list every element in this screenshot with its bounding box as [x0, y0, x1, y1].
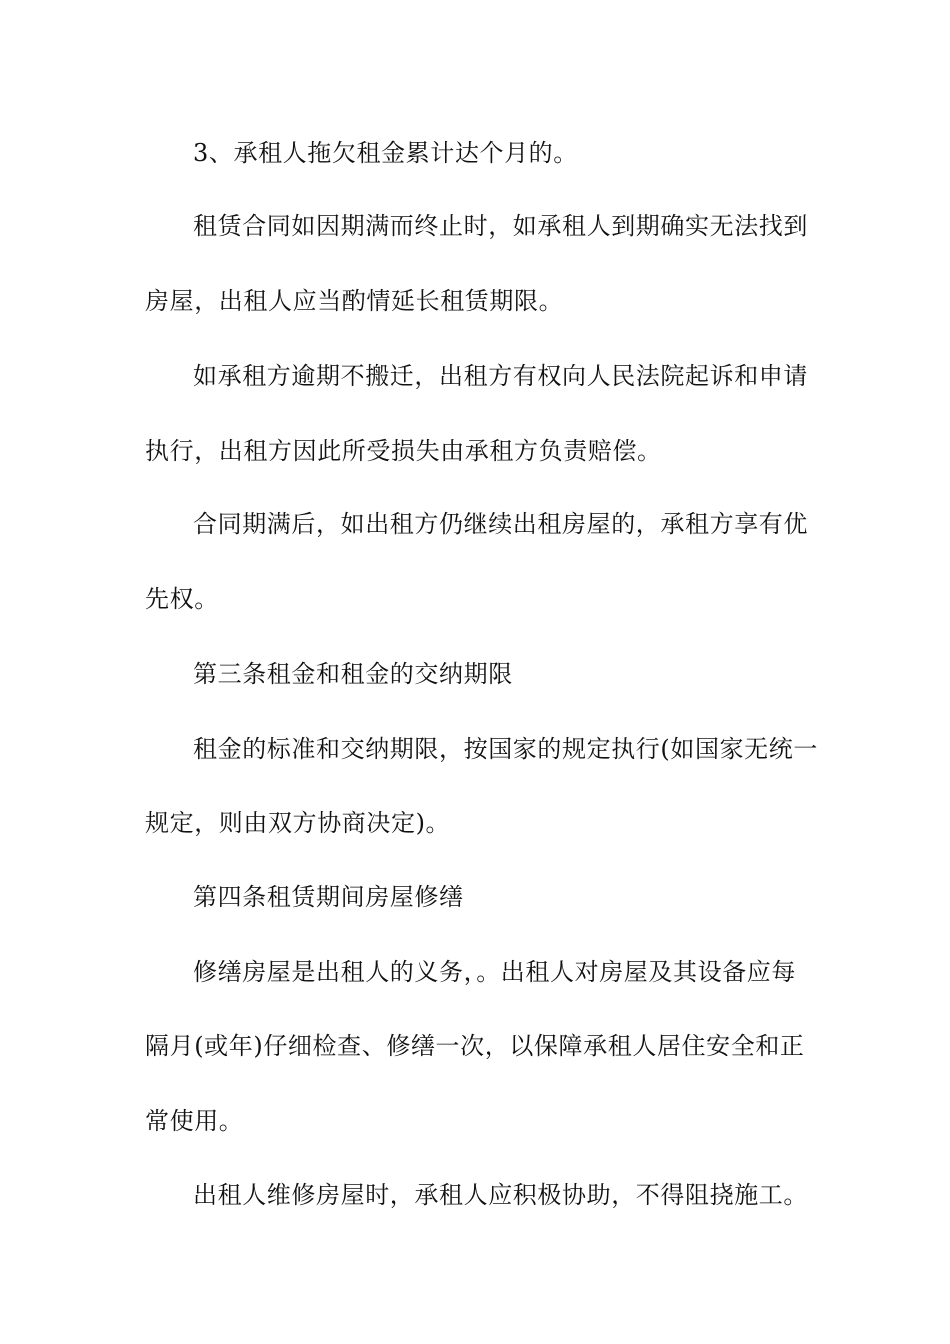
text-line: 3、承租人拖欠租金累计达个月的。 — [193, 139, 578, 167]
text-line: 出租人维修房屋时，承租人应积极协助，不得阻挠施工。 — [193, 1181, 808, 1209]
section-heading: 第三条租金和租金的交纳期限 — [193, 660, 513, 688]
text-line: 租赁合同如因期满而终止时，如承租人到期确实无法找到 — [193, 212, 808, 240]
section-heading: 第四条租赁期间房屋修缮 — [193, 883, 464, 911]
text-line: 执行，出租方因此所受损失由承租方负责赔偿。 — [145, 437, 662, 465]
text-line: 如承租方逾期不搬迁，出租方有权向人民法院起诉和申请 — [193, 362, 808, 390]
text-line: 先权。 — [145, 585, 219, 613]
text-line: 修缮房屋是出租人的义务，。出租人对房屋及其设备应每 — [193, 958, 796, 986]
text-line: 房屋，出租人应当酌情延长租赁期限。 — [145, 287, 564, 315]
text-line: 隔月(或年)仔细检查、修缮一次，以保障承租人居住安全和正 — [145, 1032, 805, 1060]
text-line: 合同期满后，如出租方仍继续出租房屋的，承租方享有优 — [193, 510, 808, 538]
text-line: 常使用。 — [145, 1107, 244, 1135]
text-line: 规定，则由双方协商决定)。 — [145, 809, 451, 837]
text-line: 租金的标准和交纳期限，按国家的规定执行(如国家无统一 — [193, 735, 818, 763]
